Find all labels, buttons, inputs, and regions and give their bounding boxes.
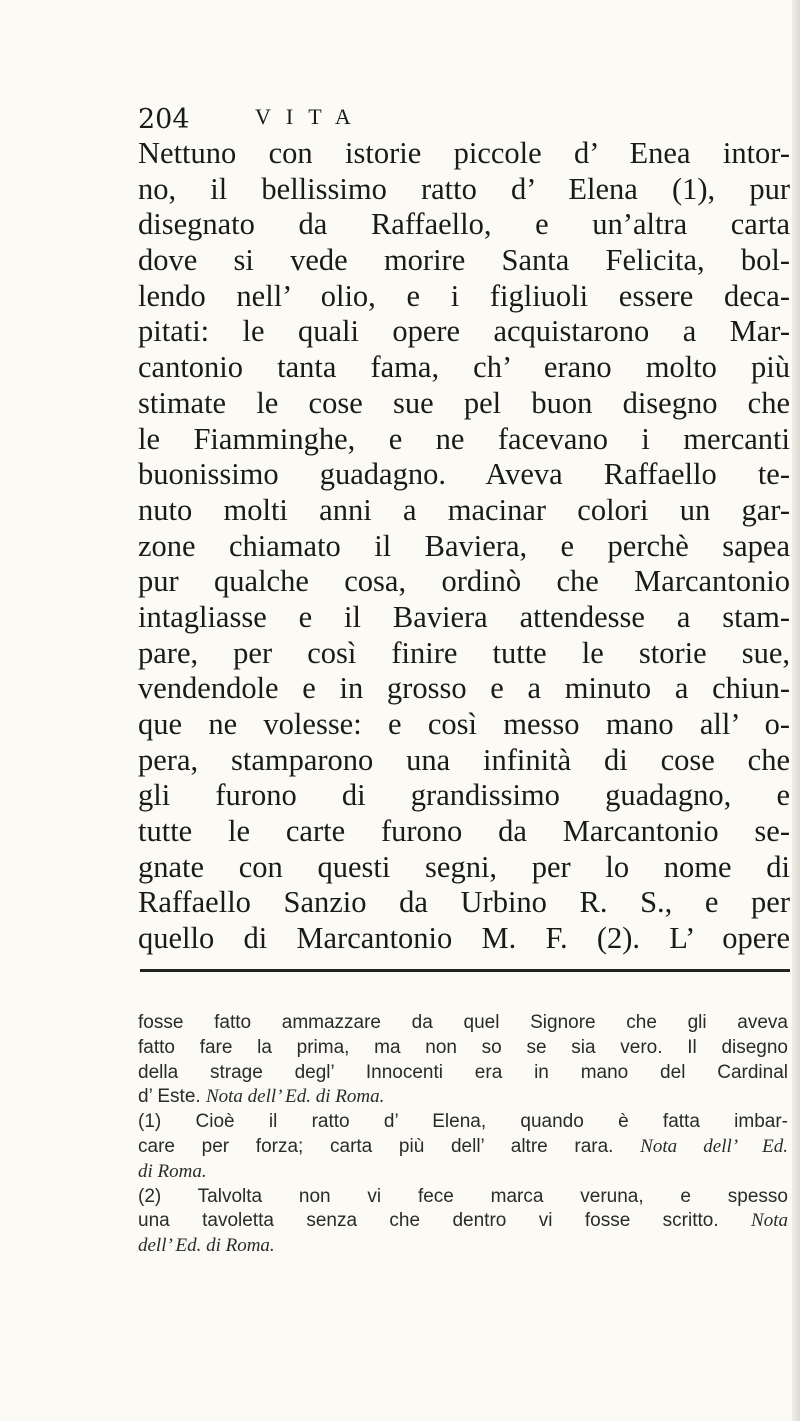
editor-note-ref: Nota dell’ Ed. (640, 1135, 788, 1157)
footnote-line (138, 1234, 788, 1259)
body-line: pitati: le quali opere acquistarono a Mar- (138, 314, 790, 349)
page-header (138, 104, 508, 140)
body-text (138, 136, 790, 957)
footnote-rule (140, 969, 790, 972)
footnote-line (138, 1061, 788, 1086)
footnote-text: fosse fatto ammazzare da quel Signore che gli aveva (138, 1012, 788, 1033)
body-line: disegnato da Raffaello, e un’altra carta (138, 207, 790, 242)
footnote-text: fatto fare la prima, ma non so se sia vero. Il disegno (138, 1036, 788, 1058)
footnote-text: d’ Este. (138, 1086, 206, 1108)
body-line: pare, per così finire tutte le storie sue, (138, 635, 790, 670)
body-line: pur qualche cosa, ordinò che Marcantonio (138, 564, 790, 599)
body-line: zone chiamato il Baviera, e perchè sapea (138, 528, 790, 563)
body-line: que ne volesse: e così messo mano all’ o- (138, 707, 790, 741)
body-line: gnate con questi segni, per lo nome di (138, 849, 790, 884)
footnote-line (138, 1135, 788, 1160)
body-line: buonissimo guadagno. Aveva Raffaello te- (138, 457, 790, 492)
editor-note-ref: di Roma. (138, 1160, 207, 1182)
footnote-line (138, 1110, 788, 1135)
footnotes (138, 1011, 788, 1259)
page-edge (792, 0, 800, 1421)
body-line: le Fiamminghe, e ne facevano i mercanti (138, 421, 790, 456)
footnote-line (138, 1011, 788, 1036)
editor-note-ref: Nota dell’ Ed. di Roma. (205, 1086, 385, 1108)
footnote-line (138, 1160, 788, 1185)
body-line: tutte le carte furono da Marcantonio se- (138, 814, 790, 849)
body-line: intagliasse e il Baviera attendesse a stam- (138, 599, 790, 634)
footnote-line (138, 1036, 788, 1061)
editor-note-ref: Nota (751, 1210, 788, 1232)
body-line: dove si vede morire Santa Felicita, bol- (138, 243, 790, 278)
body-line: Nettuno con istorie piccole d’ Enea intor- (138, 136, 790, 170)
footnote-text: (2) Talvolta non vi fece marca veruna, e spesso (138, 1185, 788, 1207)
body-line: pera, stamparono una infinità di cose che (138, 742, 790, 777)
body-line: nuto molti anni a macinar colori un gar- (138, 492, 790, 527)
body-line: quello di Marcantonio M. F. (2). L’ opere (138, 921, 790, 956)
footnote-line (138, 1185, 788, 1210)
footnote-text: (1) Cioè il ratto d’ Elena, quando è fatta imbar- (138, 1111, 788, 1133)
body-line: no, il bellissimo ratto d’ Elena (1), pur (138, 171, 790, 206)
body-line: stimate le cose sue pel buon disegno che (138, 385, 790, 420)
editor-note-ref: dell’ Ed. di Roma. (138, 1235, 275, 1257)
page-number: 204 (138, 104, 190, 135)
body-line: lendo nell’ olio, e i figliuoli essere deca- (138, 278, 790, 313)
body-line: vendendole e in grosso e a minuto a chiun- (138, 671, 790, 706)
footnote-line (138, 1209, 788, 1234)
footnote-text: care per forza; carta più dell’ altre rara. (138, 1135, 641, 1157)
body-line: Raffaello Sanzio da Urbino R. S., e per (138, 885, 790, 920)
footnote-text: una tavoletta senza che dentro vi fosse scritto. (138, 1210, 752, 1232)
footnote-line (138, 1085, 788, 1110)
footnote-text: della strage degl’ Innocenti era in mano del Cardinal (138, 1061, 788, 1083)
body-line: cantonio tanta fama, ch’ erano molto più (138, 350, 790, 385)
body-line: gli furono di grandissimo guadagno, e (138, 778, 790, 813)
running-title: VITA (255, 104, 366, 129)
